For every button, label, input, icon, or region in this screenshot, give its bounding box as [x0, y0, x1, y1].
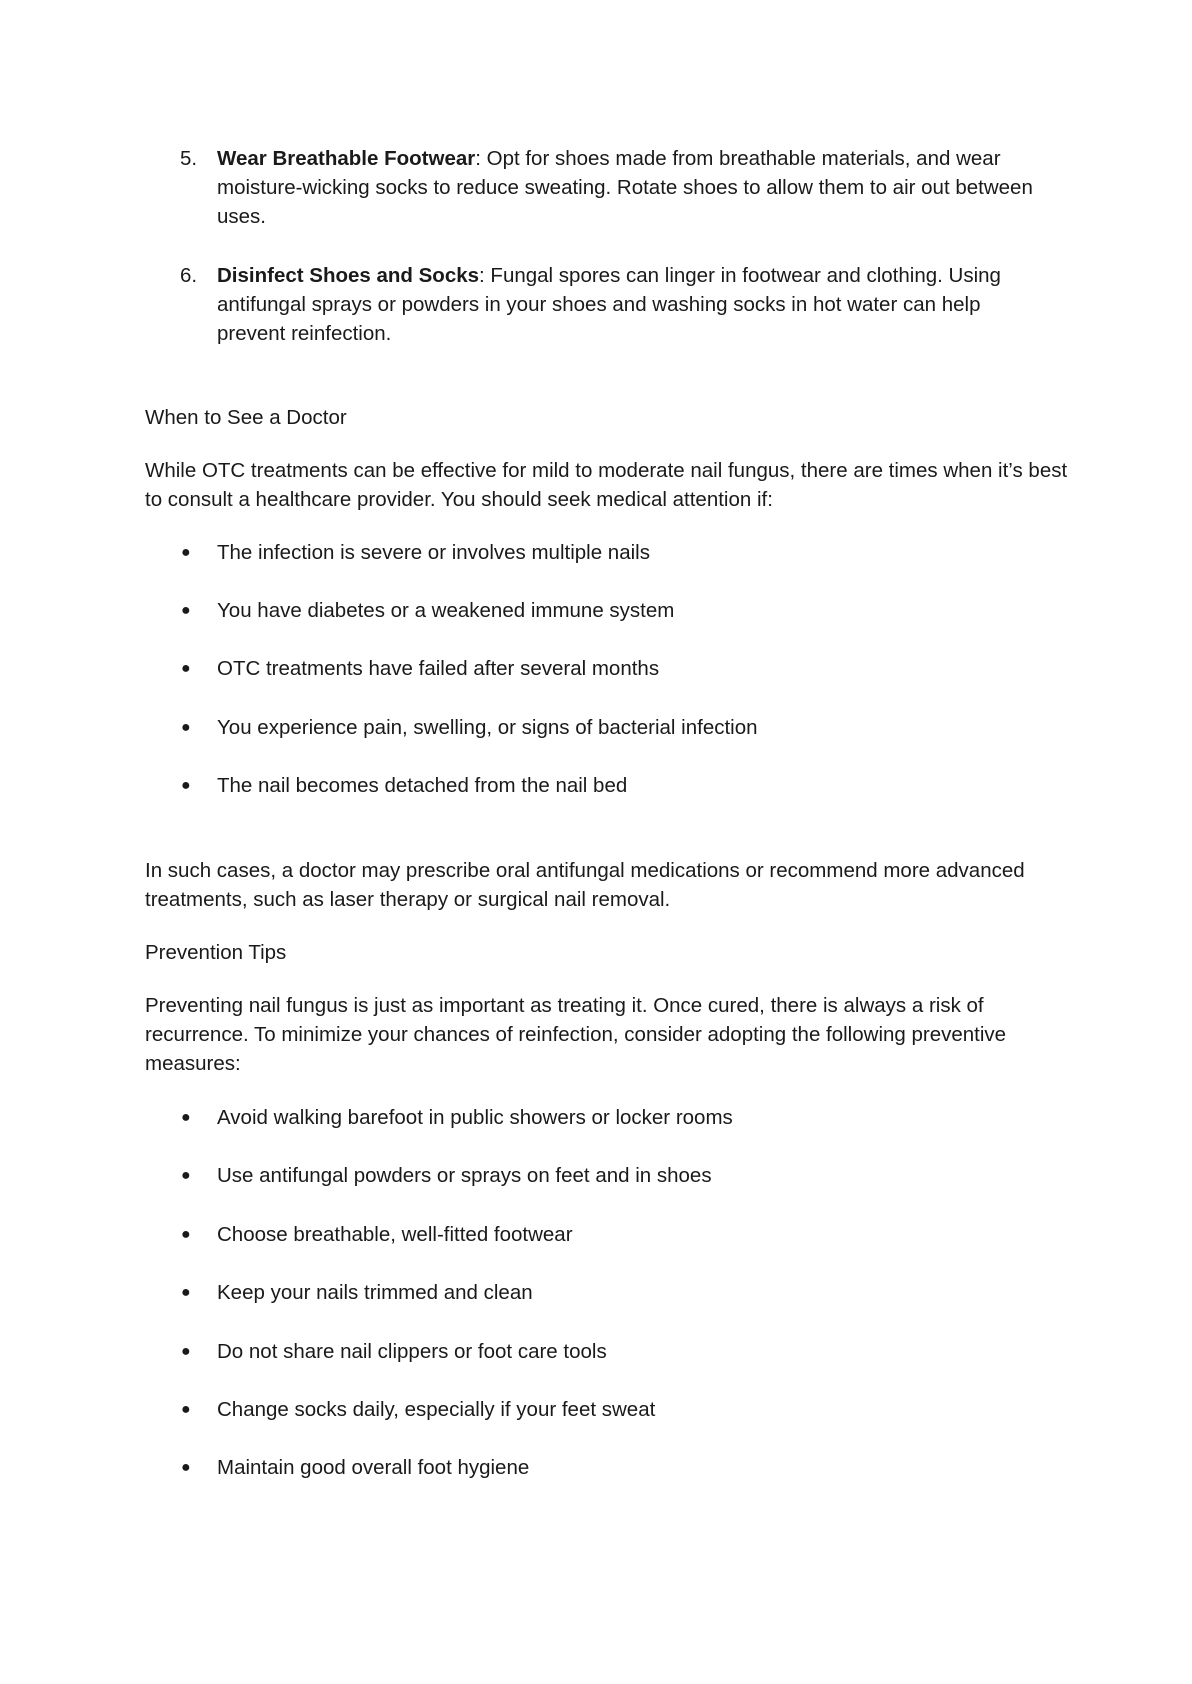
list-item [145, 1161, 1045, 1190]
list-item [145, 1453, 1045, 1482]
list-item-text: Avoid walking barefoot in public showers or locker rooms [217, 1106, 733, 1129]
bullet-icon: ● [181, 719, 191, 736]
list-item-text: Keep your nails trimmed and clean [217, 1281, 533, 1304]
list-item-text: Use antifungal powders or sprays on feet and in shoes [217, 1164, 712, 1187]
list-item [145, 771, 1045, 800]
bullet-icon: ● [181, 544, 191, 561]
list-item-text: You have diabetes or a weakened immune system [217, 599, 675, 622]
list-item [145, 1103, 1045, 1132]
numbered-item-5 [145, 144, 1045, 231]
prevention-intro-paragraph: Preventing nail fungus is just as important as treating it. Once cured, there is always a risk of recurrence. To minimize your chances of reinfection, consider adopting the following preventive measures: [145, 994, 1007, 1075]
list-item-text: The nail becomes detached from the nail bed [217, 774, 628, 797]
list-item-text: The infection is severe or involves multiple nails [217, 541, 650, 564]
item-title: Disinfect Shoes and Socks [217, 264, 480, 287]
item-content [217, 144, 1045, 231]
list-item [145, 654, 1045, 683]
list-item [145, 713, 1045, 742]
section-heading-doctor: When to See a Doctor [145, 406, 347, 429]
item-number: 6. [180, 264, 198, 287]
bullet-icon: ● [181, 1226, 191, 1243]
list-item-text: Change socks daily, especially if your feet sweat [217, 1398, 656, 1421]
section-heading-prevention: Prevention Tips [145, 941, 287, 964]
bullet-icon: ● [181, 1167, 191, 1184]
bullet-icon: ● [181, 777, 191, 794]
bullet-icon: ● [181, 660, 191, 677]
list-item-text: Maintain good overall foot hygiene [217, 1456, 530, 1479]
list-item-text: Do not share nail clippers or foot care tools [217, 1340, 607, 1363]
item-number: 5. [180, 147, 198, 170]
list-item-text: OTC treatments have failed after several months [217, 657, 660, 680]
bullet-icon: ● [181, 1459, 191, 1476]
list-item-text: Choose breathable, well-fitted footwear [217, 1223, 573, 1246]
bullet-icon: ● [181, 1343, 191, 1360]
doctor-closing-paragraph: In such cases, a doctor may prescribe oral antifungal medications or recommend more advanced treatments, such as laser therapy or surgical nail removal. [145, 859, 1025, 911]
bullet-icon: ● [181, 1284, 191, 1301]
list-item-text: You experience pain, swelling, or signs of bacterial infection [217, 716, 758, 739]
list-item [145, 596, 1045, 625]
item-title: Wear Breathable Footwear [217, 147, 476, 170]
item-text: : Opt for shoes made from breathable materials, and wear moisture-wicking socks to reduce sweating. Rotate shoes to allow them to air out between uses. [217, 147, 1033, 228]
list-item [145, 1337, 1045, 1366]
numbered-item-6 [145, 261, 1045, 348]
bullet-icon: ● [181, 602, 191, 619]
bullet-icon: ● [181, 1401, 191, 1418]
list-item [145, 1220, 1045, 1249]
item-text: : Fungal spores can linger in footwear and clothing. Using antifungal sprays or powders in your shoes and washing socks in hot water can help prevent reinfection. [217, 264, 1001, 345]
list-item [145, 1278, 1045, 1307]
item-content [217, 261, 1045, 348]
list-item [145, 538, 1045, 567]
bullet-icon: ● [181, 1109, 191, 1126]
doctor-intro-paragraph: While OTC treatments can be effective for mild to moderate nail fungus, there are times when it’s best to consult a healthcare provider. You should seek medical attention if: [145, 459, 1068, 511]
list-item [145, 1395, 1045, 1424]
